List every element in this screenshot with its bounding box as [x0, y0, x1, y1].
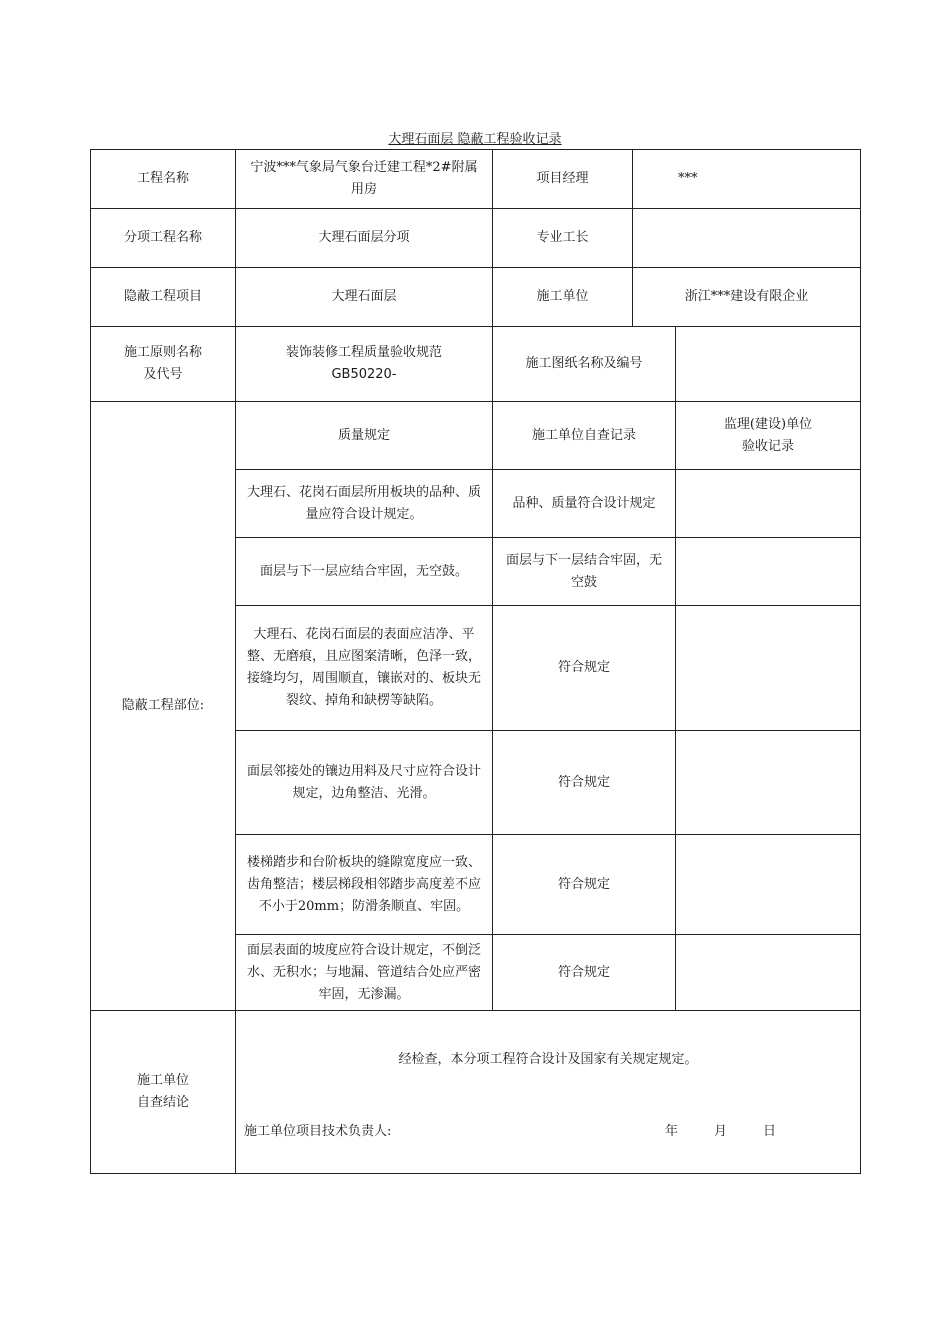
supervision-record: [676, 606, 861, 731]
signature-row: [244, 1121, 852, 1143]
col-quality-header: 质量规定: [236, 402, 493, 470]
hidden-item-label: 隐蔽工程项目: [91, 268, 236, 327]
supervision-record: [676, 835, 861, 935]
quality-rule: 面层与下一层应结合牢固，无空鼓。: [236, 538, 493, 606]
self-check-record: 品种、质量符合设计规定: [493, 470, 676, 538]
quality-rule: 面层表面的坡度应符合设计规定，不倒泛水、无积水；与地漏、管道结合处应严密牢固，无渗漏。: [236, 935, 493, 1011]
supervision-record: [676, 538, 861, 606]
inspection-form-table: [90, 149, 861, 1174]
quality-rule: 楼梯踏步和台阶板块的缝隙宽度应一致、齿角整洁；楼层梯段相邻踏步高度差不应不小于20mm；防滑条顺直、牢固。: [236, 835, 493, 935]
subitem-label: 分项工程名称: [91, 209, 236, 268]
project-name-label: 工程名称: [91, 150, 236, 209]
row-standard: [91, 327, 861, 402]
unit-label: 施工单位: [493, 268, 633, 327]
col-self-check-header: 施工单位自查记录: [493, 402, 676, 470]
row-inspection-header: [91, 402, 861, 470]
hidden-item-value: 大理石面层: [236, 268, 493, 327]
supervision-record: [676, 731, 861, 835]
drawing-value: [676, 327, 861, 402]
supervision-record: [676, 470, 861, 538]
standard-code: GB50220-: [331, 367, 397, 382]
self-check-record: 符合规定: [493, 935, 676, 1011]
unit-value: 浙江***建设有限企业: [633, 268, 861, 327]
row-hidden-item: [91, 268, 861, 327]
self-check-record: 符合规定: [493, 606, 676, 731]
quality-rule: 大理石、花岗石面层的表面应洁净、平整、无磨痕，且应图案清晰，色泽一致，接缝均匀，周围顺直，镶嵌对的、板块无裂纹、掉角和缺楞等缺陷。: [236, 606, 493, 731]
location-label: 隐蔽工程部位:: [91, 402, 236, 1011]
conclusion-text: 经检查，本分项工程符合设计及国家有关规定规定。: [398, 1052, 698, 1067]
quality-rule: 面层邻接处的镶边用料及尺寸应符合设计规定，边角整洁、光滑。: [236, 731, 493, 835]
supervision-record: [676, 935, 861, 1011]
conclusion-cell: [236, 1011, 861, 1174]
year-label: 年: [664, 1124, 678, 1139]
standard-value: [236, 327, 493, 402]
foreman-value: [633, 209, 861, 268]
self-check-record: 符合规定: [493, 835, 676, 935]
col-supervision-header: 监理(建设)单位 验收记录: [676, 402, 861, 470]
date-fields: [665, 1121, 852, 1143]
row-subitem: [91, 209, 861, 268]
row-conclusion: [91, 1011, 861, 1174]
quality-rule: 大理石、花岗石面层所用板块的品种、质量应符合设计规定。: [236, 470, 493, 538]
self-check-record: 面层与下一层结合牢固，无空鼓: [493, 538, 676, 606]
manager-label: 项目经理: [493, 150, 633, 209]
subitem-value: 大理石面层分项: [236, 209, 493, 268]
drawing-label: 施工图纸名称及编号: [493, 327, 676, 402]
foreman-label: 专业工长: [493, 209, 633, 268]
row-project-name: [91, 150, 861, 209]
signer-label: 施工单位项目技术负责人:: [244, 1124, 392, 1139]
manager-value: ***: [633, 150, 861, 209]
document-title: 大理石面层 隐蔽工程验收记录: [388, 132, 562, 147]
day-label: 日: [762, 1124, 776, 1139]
standard-name: 装饰装修工程质量验收规范: [285, 345, 442, 360]
standard-label: 施工原则名称 及代号: [91, 327, 236, 402]
conclusion-label: 施工单位 自查结论: [91, 1011, 236, 1174]
self-check-record: 符合规定: [493, 731, 676, 835]
month-label: 月: [713, 1124, 727, 1139]
project-name-value: 宁波***气象局气象台迁建工程*2#附属用房: [236, 150, 493, 209]
